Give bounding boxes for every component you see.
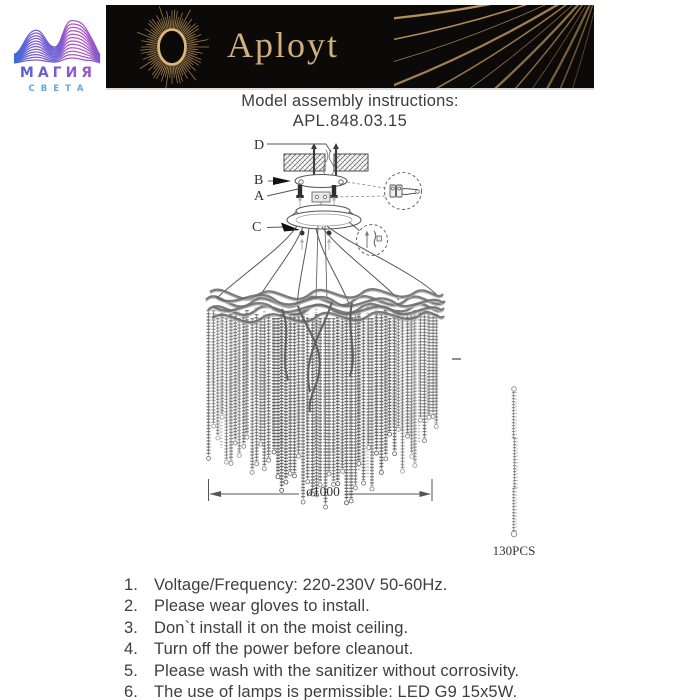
logo-title: МАГИЯ [4,65,108,81]
instruction-text: Please wear gloves to install. [154,597,370,616]
instruction-text: Voltage/Frequency: 220-230V 50-60Hz. [154,576,448,594]
page-title: Model assembly instructions: [241,92,459,110]
instruction-text: Please wash with the sanitizer without corrosivity. [154,661,520,680]
instruction-text: Don`t install it on the moist ceiling. [154,618,409,637]
hook-detail [349,222,388,256]
instruction-number: 6. [124,683,138,700]
label-a: A [254,189,265,204]
instruction-item [124,596,602,617]
dimension-label: ø1000 [306,484,340,499]
instruction-text: Turn off the power before cleanout. [154,640,414,659]
model-code: APL.848.03.15 [292,112,408,130]
logo-subtitle: СВЕТА [28,84,90,94]
canopy [287,205,361,229]
brand-name: Aployt [227,25,340,65]
instruction-list [124,575,602,700]
sample-strand [511,387,517,537]
instruction-item [124,639,602,660]
instruction-item [124,575,602,596]
instruction-item [124,682,602,700]
mounting-bracket [295,175,347,188]
label-d: D [254,138,265,153]
instruction-number: 3. [124,618,138,637]
crystal-strands [207,306,439,509]
label-c: C [252,220,262,235]
instruction-number: 4. [124,640,138,659]
instruction-item [124,618,602,639]
label-b: B [254,173,264,188]
instruction-text: The use of lamps is permissible: LED G9 15x5W. [154,683,518,700]
strand-count-label: 130PCS [492,543,536,558]
instruction-number: 1. [124,576,138,594]
instruction-item [124,661,602,682]
connector-detail [385,173,422,210]
instruction-number: 2. [124,597,138,616]
instruction-number: 5. [124,661,138,680]
